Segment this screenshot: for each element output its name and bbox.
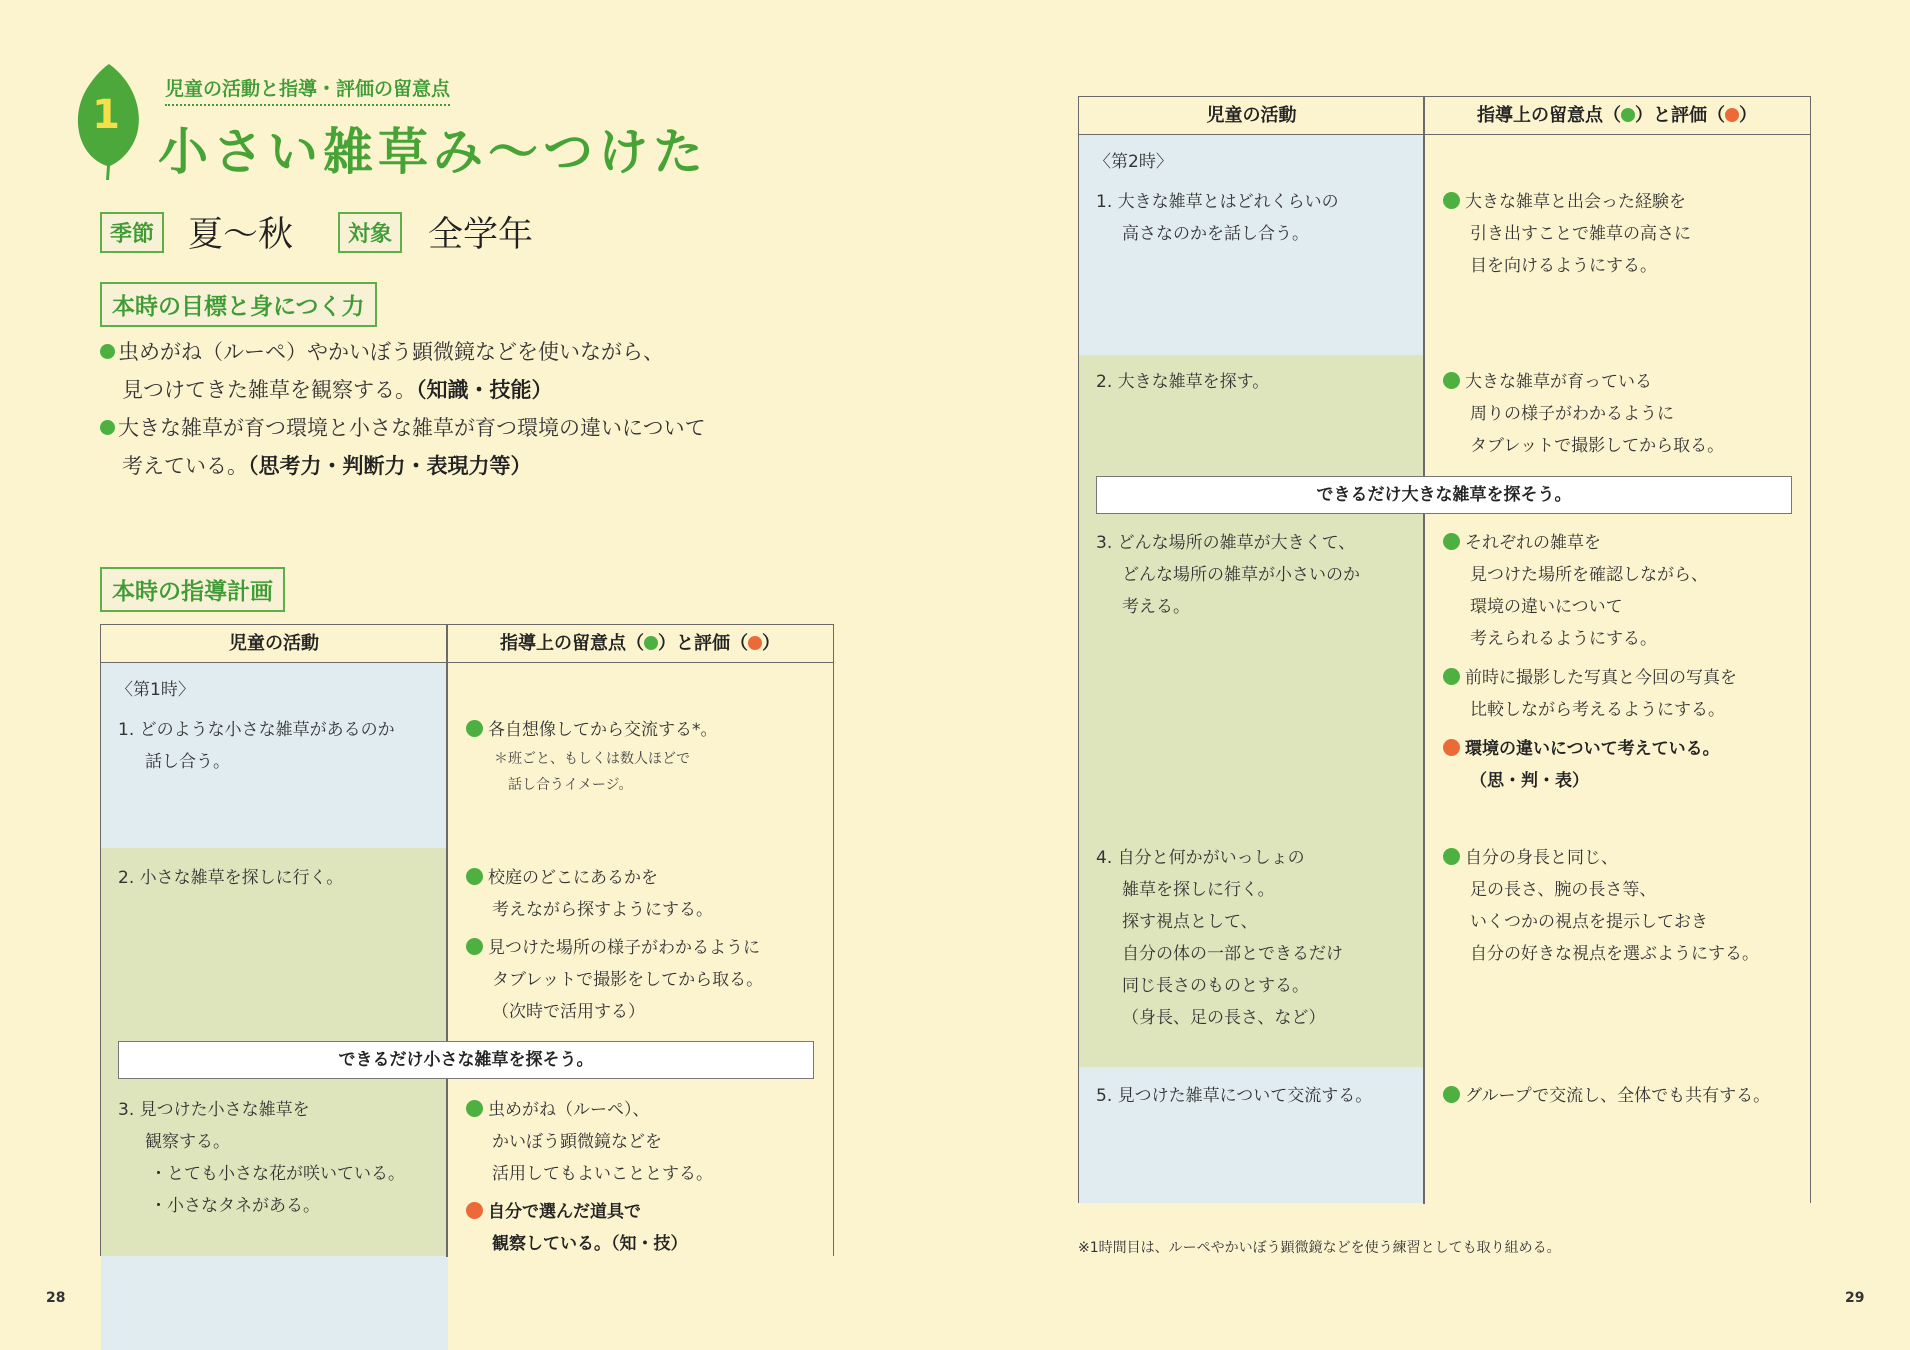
r-activity-4-line2: 雑草を探しに行く。 (1122, 880, 1275, 900)
r-activity-4-line4: 自分の体の一部とできるだけ (1122, 944, 1343, 964)
guidance-3a-line2: かいぼう顕微鏡などを (492, 1132, 662, 1152)
activity-1-line2: 話し合う。 (145, 752, 230, 772)
guidance-1-note-line2: 話し合うイメージ。 (508, 777, 633, 793)
season-label: 季節 (100, 212, 164, 253)
leaf-number-icon (70, 60, 148, 182)
page-number-left: 28 (46, 1290, 66, 1306)
guidance-1: 各自想像してから交流する*。 (466, 714, 718, 746)
r-activity-1-line2: 高さなのかを話し合う。 (1122, 224, 1309, 244)
green-dot-icon (1443, 668, 1460, 685)
season-value: 夏〜秋 (188, 215, 294, 255)
guidance-2a-line1: 校庭のどこにあるかを (466, 862, 658, 894)
page-title: 小さい雑草み〜つけた (158, 123, 708, 181)
guidance-2b-line3: （次時で活用する） (492, 1002, 645, 1022)
r-activity-4-line6: （身長、足の長さ、など） (1122, 1008, 1326, 1028)
evaluation-3-line2: 観察している。（知・技） (492, 1234, 688, 1254)
activity-3-line1: 3. 見つけた小さな雑草を (118, 1100, 310, 1120)
goal-2-line2: 考えている。（思考力・判断力・表現力等） (122, 454, 532, 478)
r-activity-1-line1: 1. 大きな雑草とはどれくらいの (1096, 192, 1339, 212)
header-activity: 児童の活動 (1206, 105, 1297, 126)
target-value: 全学年 (428, 215, 534, 255)
green-dot-icon (1443, 533, 1460, 550)
header-guidance: 指導上の留意点（ ）と評価（ ） (1477, 105, 1757, 126)
r-period-label: 〈第2時〉 (1094, 152, 1173, 172)
footnote: ※1時間目は、ルーペやかいぼう顕微鏡などを使う練習としても取り組める。 (1078, 1240, 1561, 1256)
guidance-3a-line1: 虫めがね（ルーペ）、 (466, 1094, 650, 1126)
header-guidance: 指導上の留意点（ ）と評価（ ） (500, 633, 780, 654)
orange-dot-icon (748, 636, 762, 650)
target-label: 対象 (338, 212, 402, 253)
section-kicker: 児童の活動と指導・評価の留意点 (165, 74, 450, 106)
green-dot-icon (100, 344, 115, 359)
r-guidance-3a-line3: 環境の違いについて (1470, 597, 1623, 617)
activity-1-line1: 1. どのような小さな雑草があるのか (118, 720, 395, 740)
green-dot-icon (1443, 372, 1460, 389)
r-guidance-4-line4: 自分の好きな視点を選ぶようにする。 (1470, 944, 1759, 964)
r-guidance-1-line2: 引き出すことで雑草の高さに (1470, 224, 1691, 244)
goal-1-line1: 虫めがね（ルーペ）やかいぼう顕微鏡などを使いながら、 (100, 340, 664, 365)
page-number-right: 29 (1845, 1290, 1865, 1306)
r-activity-5: 5. 見つけた雑草について交流する。 (1096, 1086, 1373, 1106)
r-activity-4-line5: 同じ長さのものとする。 (1122, 976, 1309, 996)
period-label: 〈第1時〉 (116, 680, 195, 700)
r-guidance-3b-line1: 前時に撮影した写真と今回の写真を (1443, 662, 1737, 694)
r-evaluation-3-line1: 環境の違いについて考えている。 (1443, 733, 1720, 765)
r-guidance-3a-line1: それぞれの雑草を (1443, 527, 1601, 559)
activity-3-line3: ・とても小さな花が咲いている。 (150, 1164, 405, 1184)
r-guidance-2-line3: タブレットで撮影してから取る。 (1470, 436, 1725, 456)
r-guidance-3a-line4: 考えられるようにする。 (1470, 629, 1657, 649)
activity-3-line4: ・小さなタネがある。 (150, 1196, 320, 1216)
goal-2-line1: 大きな雑草が育つ環境と小さな雑草が育つ環境の違いについて (100, 416, 706, 441)
plan-heading: 本時の指導計画 (100, 567, 285, 612)
r-goal-banner: できるだけ大きな雑草を探そう。 (1096, 476, 1792, 514)
activity-2: 2. 小さな雑草を探しに行く。 (118, 868, 344, 888)
goals-heading: 本時の目標と身につく力 (100, 282, 377, 327)
goal-1-line2: 見つけてきた雑草を観察する。（知識・技能） (122, 378, 553, 402)
orange-dot-icon (1443, 739, 1460, 756)
green-dot-icon (466, 720, 483, 737)
r-guidance-1-line1: 大きな雑草と出会った経験を (1443, 186, 1686, 218)
r-guidance-5: グループで交流し、全体でも共有する。 (1443, 1080, 1770, 1112)
r-guidance-4-line2: 足の長さ、腕の長さ等、 (1470, 880, 1657, 900)
guidance-2b-line2: タブレットで撮影をしてから取る。 (492, 970, 764, 990)
r-guidance-4-line1: 自分の身長と同じ、 (1443, 842, 1618, 874)
green-dot-icon (100, 420, 115, 435)
r-guidance-1-line3: 目を向けるようにする。 (1470, 256, 1657, 276)
chapter-number: 1 (92, 92, 120, 138)
goal-banner: できるだけ小さな雑草を探そう。 (118, 1041, 814, 1079)
orange-dot-icon (466, 1202, 483, 1219)
green-dot-icon (644, 636, 658, 650)
green-dot-icon (466, 868, 483, 885)
r-guidance-4-line3: いくつかの視点を提示しておき (1470, 912, 1708, 932)
r-evaluation-3-line2: （思・判・表） (1470, 771, 1589, 791)
r-guidance-3b-line2: 比較しながら考えるようにする。 (1470, 700, 1725, 720)
r-guidance-2-line1: 大きな雑草が育っている (1443, 366, 1652, 398)
r-activity-4-line1: 4. 自分と何かがいっしょの (1096, 848, 1305, 868)
green-dot-icon (466, 1100, 483, 1117)
green-dot-icon (1443, 192, 1460, 209)
r-activity-4-line3: 探す視点として、 (1122, 912, 1258, 932)
guidance-2a-line2: 考えながら探すようにする。 (492, 900, 713, 920)
header-activity: 児童の活動 (229, 633, 319, 654)
plan-table-period-2 (1078, 96, 1811, 1203)
r-guidance-3a-line2: 見つけた場所を確認しながら、 (1470, 565, 1708, 585)
green-dot-icon (1621, 108, 1635, 122)
r-activity-3-line1: 3. どんな場所の雑草が大きくて、 (1096, 533, 1356, 553)
green-dot-icon (466, 938, 483, 955)
green-dot-icon (1443, 1086, 1460, 1103)
guidance-1-note-line1: ＊班ごと、もしくは数人ほどで (494, 751, 690, 767)
r-activity-3-line2: どんな場所の雑草が小さいのか (1122, 565, 1360, 585)
activity-3-line2: 観察する。 (145, 1132, 230, 1152)
r-activity-2: 2. 大きな雑草を探す。 (1096, 372, 1270, 392)
orange-dot-icon (1725, 108, 1739, 122)
green-dot-icon (1443, 848, 1460, 865)
guidance-2b-line1: 見つけた場所の様子がわかるように (466, 932, 760, 964)
evaluation-3-line1: 自分で選んだ道具で (466, 1196, 641, 1228)
r-activity-3-line3: 考える。 (1122, 597, 1190, 617)
guidance-3a-line3: 活用してもよいこととする。 (492, 1164, 713, 1184)
r-guidance-2-line2: 周りの様子がわかるように (1470, 404, 1674, 424)
